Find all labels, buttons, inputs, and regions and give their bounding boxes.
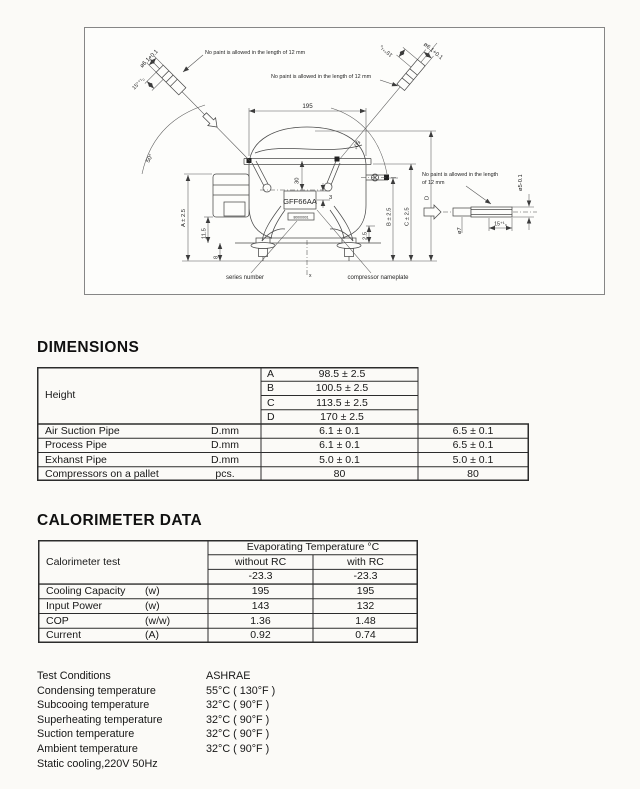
note-no-paint-2: No paint is allowed in the length of 12 mm <box>271 74 372 80</box>
dim-row-value: 5.0 ± 0.1 <box>319 453 360 466</box>
tc-value: 55°C ( 130°F ) <box>206 684 276 697</box>
dim-row-unit: D.mm <box>211 439 239 452</box>
note-no-paint-1: No paint is allowed in the length of 12 mm <box>205 50 306 56</box>
calorimeter-heading: CALORIMETER DATA <box>37 512 203 529</box>
dimensions-table <box>37 367 529 481</box>
dim-row-value2: 5.0 ± 0.1 <box>452 453 494 466</box>
test-condition-row <box>37 698 275 713</box>
tc-label: Superheating temperature <box>37 713 163 726</box>
cal-row-unit: (w/w) <box>145 614 171 627</box>
drawing-texts <box>131 42 524 281</box>
dim-B: B ± 2.5 <box>386 207 393 226</box>
dim-A: A ± 2.5 <box>181 208 187 227</box>
tc-value: 32°C ( 90°F ) <box>206 699 270 712</box>
cal-row-unit: (w) <box>145 585 160 598</box>
cal-row-label: COP <box>46 614 69 627</box>
test-condition-row <box>37 713 275 728</box>
calorimeter-corner-label: Calorimeter test <box>46 556 121 568</box>
tc-label: Suction temperature <box>37 728 135 741</box>
cal-row-v1: 1.36 <box>250 614 271 627</box>
cal-row-v1: 0.92 <box>250 629 271 642</box>
dim-D: D <box>424 195 431 200</box>
height-key: B <box>267 382 275 395</box>
dim-row-value: 6.1 ± 0.1 <box>319 439 360 452</box>
cal-row-unit: (w) <box>145 599 160 612</box>
height-value: 170 ± 2.5 <box>320 410 364 423</box>
dim-row-value2: 6.5 ± 0.1 <box>452 425 494 437</box>
dim-row-unit: D.mm <box>211 425 239 437</box>
dim-C: C ± 2.5 <box>404 207 411 226</box>
test-conditions-block <box>37 669 275 771</box>
detail-dia-outer: ø5-0.1 <box>518 174 524 191</box>
pipe-angle-left: 15°⁺¹₀ <box>131 76 147 92</box>
height-value: 98.5 ± 2.5 <box>318 368 366 380</box>
dim-2-5: 2.5 <box>362 231 369 240</box>
technical-drawing <box>85 28 604 294</box>
dim-row-unit: D.mm <box>211 453 239 466</box>
test-condition-row <box>37 727 275 742</box>
cal-row-label: Current <box>46 629 82 642</box>
cal-row-v2: 1.48 <box>355 614 376 627</box>
test-condition-row <box>37 669 275 684</box>
tc-value: ASHRAE <box>206 670 251 682</box>
dim-row-value2: 80 <box>467 467 479 480</box>
col-with-rc: with RC <box>347 555 384 568</box>
dim-11-5: 11.5 <box>201 228 208 239</box>
height-row-label: Height <box>45 389 76 401</box>
cal-row-v1: 195 <box>251 585 270 598</box>
detail-len: 15⁺¹₀ <box>494 221 507 228</box>
center-mark: x <box>309 273 312 279</box>
test-condition-row <box>37 684 275 699</box>
cal-row-label: Input Power <box>46 599 103 612</box>
label-series-number: series number <box>225 275 265 281</box>
cal-row-v2: 132 <box>356 599 375 612</box>
angle-50-left: 50° <box>145 153 155 164</box>
test-condition-row <box>37 757 275 772</box>
tc-value: 32°C ( 90°F ) <box>206 742 270 755</box>
temp-value: -23.3 <box>248 570 273 583</box>
dim-195: 195 <box>302 103 313 110</box>
pipe-angle-right: 15°⁺¹₀ <box>378 43 395 58</box>
model-nameplate-text: GFF66AA <box>283 197 317 206</box>
tc-value: 32°C ( 90°F ) <box>206 713 270 726</box>
label-compressor-nameplate: compressor nameplate <box>347 275 409 281</box>
height-key: D <box>267 410 275 423</box>
drawing-frame <box>84 27 605 295</box>
tc-label: Test Conditions <box>37 670 111 682</box>
height-value: 100.5 ± 2.5 <box>315 382 369 395</box>
dim-row-value: 6.1 ± 0.1 <box>319 425 360 437</box>
tc-label: Condensing temperature <box>37 684 156 697</box>
test-condition-row <box>37 742 275 757</box>
dim-3: 3 <box>329 195 333 201</box>
cal-row-label: Cooling Capacity <box>46 585 126 598</box>
cal-row-v2: 195 <box>356 585 375 598</box>
dim-30: 30 <box>294 177 301 184</box>
height-key: C <box>267 396 275 409</box>
dim-row-unit: pcs. <box>215 467 235 480</box>
height-value: 113.5 ± 2.5 <box>316 396 368 409</box>
serial-plate-text: 80000001 <box>293 215 309 220</box>
dim-row-label: Process Pipe <box>45 439 107 452</box>
pipe-dia-right: ø6.1+0.1 <box>421 41 444 62</box>
tc-label: Subcooing temperature <box>37 699 150 712</box>
cal-row-v2: 0.74 <box>355 629 376 642</box>
temp-value: -23.3 <box>353 570 378 583</box>
col-without-rc: without RC <box>234 555 287 568</box>
dim-row-label: Compressors on a pallet <box>45 467 159 480</box>
note-no-paint-3-line2: of 12 mm <box>422 180 445 186</box>
dim-row-label: Exhanst Pipe <box>45 453 107 466</box>
tc-label: Ambient temperature <box>37 742 138 755</box>
evap-temp-header: Evaporating Temperature °C <box>246 541 380 553</box>
dim-8: 8 <box>213 255 220 259</box>
cal-row-unit: (A) <box>145 629 159 642</box>
cal-row-v1: 143 <box>251 599 270 612</box>
note-no-paint-3-line1: No paint is allowed in the length <box>422 172 499 178</box>
dim-row-value: 80 <box>333 467 346 480</box>
angle-50-right: 50° <box>351 139 361 150</box>
tc-value: 32°C ( 90°F ) <box>206 728 270 741</box>
height-key: A <box>267 368 275 380</box>
calorimeter-table <box>38 540 418 643</box>
dim-row-label: Air Suction Pipe <box>45 425 120 437</box>
dimensions-heading: DIMENSIONS <box>37 339 140 356</box>
pipe-dia-left: ø6.1+0.1 <box>139 48 160 70</box>
tc-label: Static cooling,220V 50Hz <box>37 757 158 770</box>
detail-dia-small: ø7 <box>457 227 463 234</box>
dim-row-value2: 6.5 ± 0.1 <box>452 439 494 452</box>
